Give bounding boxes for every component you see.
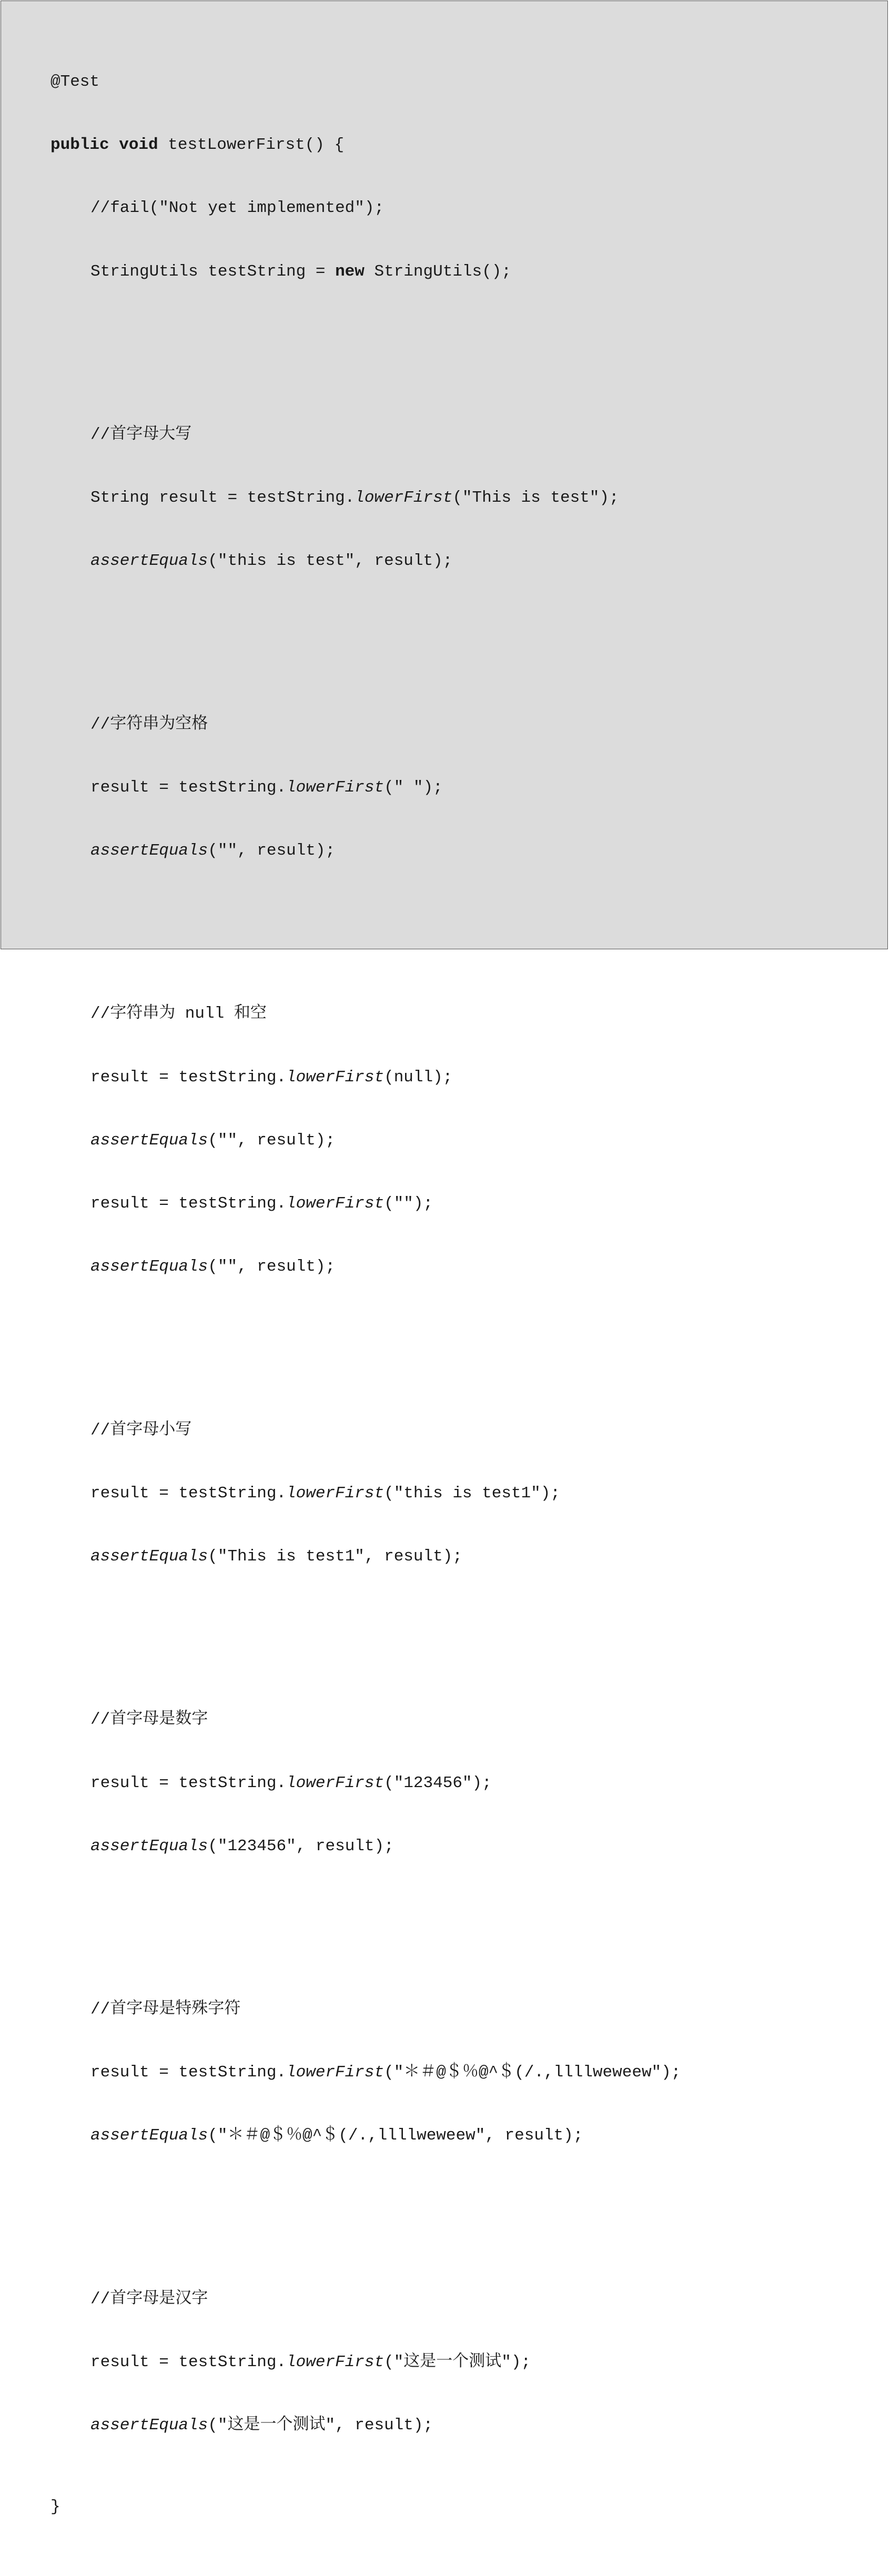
code-line-blank xyxy=(1,1317,887,1343)
code-line-blank xyxy=(1,322,887,348)
code-line-call: result = testString.lowerFirst("this is test1"); xyxy=(90,1484,560,1503)
code-line-comment: //字符串为 null 和空 xyxy=(90,1005,267,1023)
code-line-blank xyxy=(1,1607,887,1633)
code-line-blank xyxy=(1,901,887,927)
code-line-comment: //首字母小写 xyxy=(90,1421,192,1439)
code-line-fail-comment: //fail("Not yet implemented"); xyxy=(90,199,385,218)
code-line-call: result = testString.lowerFirst(null); xyxy=(90,1068,453,1087)
code-line-comment: //首字母是汉字 xyxy=(90,2289,208,2308)
code-listing xyxy=(1,1,888,2517)
code-line-call: result = testString.lowerFirst(""); xyxy=(90,1194,433,1213)
code-line-call: result = testString.lowerFirst("＊＃@＄％@^＄(/.,llllweweew"); xyxy=(90,2063,681,2082)
code-line-call: String result = testString.lowerFirst("This is test"); xyxy=(90,489,619,508)
keyword: public void xyxy=(50,136,158,155)
code-line-assert: assertEquals("this is test", result); xyxy=(90,552,453,571)
code-line-method-signature: public void testLowerFirst() { xyxy=(50,136,345,155)
code-line-closing-brace: } xyxy=(50,2498,60,2517)
code-line-assert: assertEquals("这是一个测试", result); xyxy=(90,2416,433,2435)
code-line-blank xyxy=(1,612,887,638)
code-lines xyxy=(1,14,887,2576)
code-line-assert: assertEquals("This is test1", result); xyxy=(90,1547,462,1566)
code-line-declaration: StringUtils testString = new StringUtils(); xyxy=(90,262,511,281)
code-line-comment: //首字母是数字 xyxy=(90,1710,208,1729)
code-line-assert: assertEquals("＊＃@＄％@^＄(/.,llllweweew", result); xyxy=(90,2126,583,2145)
keyword: new xyxy=(335,262,365,281)
code-line-call: result = testString.lowerFirst(" "); xyxy=(90,778,443,797)
code-line-comment: //字符串为空格 xyxy=(90,715,208,734)
code-line-call: result = testString.lowerFirst("123456"); xyxy=(90,1773,492,1792)
code-line-assert: assertEquals("", result); xyxy=(90,1257,336,1276)
code-line-blank xyxy=(1,1896,887,1923)
code-line-assert: assertEquals("123456", result); xyxy=(90,1837,394,1855)
code-line-annotation: @Test xyxy=(50,73,100,91)
code-line-comment: //首字母是特殊字符 xyxy=(90,2000,241,2019)
code-line-blank xyxy=(1,2186,887,2213)
code-line-assert: assertEquals("", result); xyxy=(90,1131,336,1150)
code-line-comment: //首字母大写 xyxy=(90,425,192,444)
code-line-call: result = testString.lowerFirst("这是一个测试"); xyxy=(90,2353,531,2371)
code-line-assert: assertEquals("", result); xyxy=(90,841,336,860)
